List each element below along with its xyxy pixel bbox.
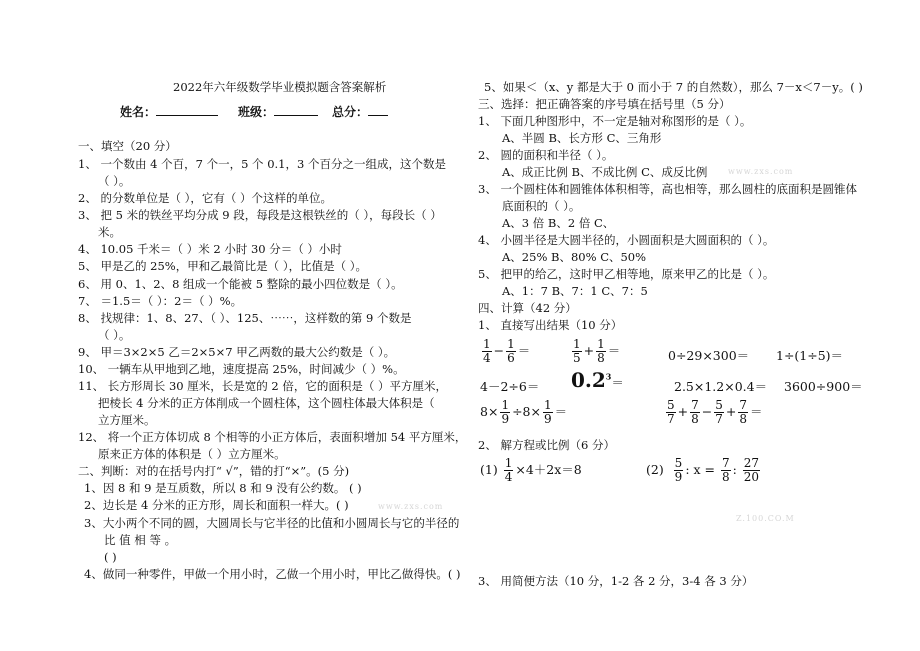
expr-decimal: 2.5×1.2×0.4＝ — [674, 379, 768, 394]
expr-power: $0.2^3=$ — [571, 368, 624, 392]
judge-2: 2、边长是 4 分米的正方形，周长和面积一样大。( ) — [84, 498, 349, 512]
question-10: 10、 一辆车从甲地到乙地，速度提高 25%，时间减少（ ）%。 — [78, 362, 405, 376]
section-judge-heading: 二、判断：对的在括号内打“ √”，错的打“×”。(5 分) — [78, 464, 350, 478]
question-12: 12、 将一个正方体切成 8 个相等的小正方体后，表面积增加 54 平方厘米， — [78, 430, 467, 444]
section-calc-heading: 四、计算（42 分） — [478, 301, 577, 315]
question-11-cont2: 立方厘米。 — [98, 413, 156, 427]
question-12-cont: 原来正方体的体积是（ ）立方厘米。 — [98, 447, 286, 461]
watermark: www.zxs.com — [728, 167, 794, 176]
question-9: 9、 甲＝3×2×5 乙＝2×5×7 甲乙两数的最大公约数是（ ）。 — [78, 345, 396, 359]
calc-3-heading: 3、 用简便方法（10 分，1-2 各 2 分，3-4 各 3 分） — [478, 574, 754, 588]
choice-1: 1、 下面几种图形中，不一定是轴对称图形的是（ ）。 — [478, 114, 752, 128]
expr-frac-mul: 8× $\frac{1}{9}$ ÷8× $\frac{1}{9}$ ＝ — [480, 398, 568, 426]
expr-frac-add: $\frac{1}{5}$ + $\frac{1}{8}$ ＝ — [573, 337, 621, 365]
section-fill-heading: 一、填空（20 分） — [78, 139, 177, 153]
question-6: 6、 用 0、1、2、8 组成一个能被 5 整除的最小四位数是（ ）。 — [78, 277, 403, 291]
question-11: 11、 长方形周长 30 厘米，长是宽的 2 倍，它的面积是（ ）平方厘米， — [78, 379, 448, 393]
expr-one: 1÷(1÷5)＝ — [776, 348, 844, 363]
judge-4: 4、做同一种零件，甲做一个用小时，乙做一个用小时，甲比乙做得快。( ) — [84, 567, 461, 581]
question-8: 8、 找规律：1、8、27、（ ）、125、⋯⋯，这样数的第 9 个数是 — [78, 311, 412, 325]
judge-5: 5、如果＜（x、y 都是大于 0 而小于 7 的自然数），那么 7－x＜7－y。( ) — [484, 80, 863, 94]
expr-frac-seq: $\frac{5}{7}$ + $\frac{7}{8}$ − $\frac{5}{7}$ + $\frac{7}{8}$ ＝ — [667, 398, 763, 426]
choice-5: 5、 把甲的给乙，这时甲乙相等地，原来甲乙的比是（ ）。 — [478, 267, 775, 281]
class-label: 班级： — [238, 104, 318, 119]
choice-2: 2、 圆的面积和半径（ ）。 — [478, 148, 614, 162]
section-choice-heading: 三、选择：把正确答案的序号填在括号里（5 分） — [478, 97, 731, 111]
judge-1: 1、因 8 和 9 是互质数，所以 8 和 9 没有公约数。 ( ) — [84, 481, 362, 495]
score-label: 总分： — [332, 104, 388, 119]
question-3: 3、 把 5 米的铁丝平均分成 9 段，每段是这根铁丝的（ ），每段长（ ） — [78, 208, 442, 222]
choice-2-options: A、成正比例 B、不成比例 C、成反比例 — [502, 165, 708, 179]
equation-1: (1) $\frac{1}{4}$ ×4＋2x＝8 — [480, 456, 582, 484]
class-field[interactable] — [274, 104, 318, 116]
watermark: Z.100.CO.M — [736, 514, 795, 523]
question-7: 7、 ＝1.5＝（ ）：2＝（ ）%。 — [78, 294, 243, 308]
proportion-2: (2) $\frac{5}{9}$ : x = $\frac{7}{8}$ : $\frac{27}{20}$ — [646, 456, 760, 484]
choice-4-options: A、25% B、80% C、50% — [502, 250, 647, 264]
question-1-cont: （ ）。 — [98, 174, 131, 188]
expr-frac-sub: $\frac{1}{4}$ − $\frac{1}{6}$ ＝ — [483, 337, 531, 365]
expr-chain: 4－2÷6＝ — [480, 379, 540, 394]
calc-1-heading: 1、 直接写出结果（10 分） — [478, 318, 623, 332]
question-8-cont: （ ）。 — [98, 328, 131, 342]
expr-divide: 3600÷900＝ — [784, 379, 863, 394]
choice-1-options: A、半圆 B、长方形 C、三角形 — [502, 131, 662, 145]
page-title: 2022年六年级数学毕业模拟题含答案解析 — [173, 80, 387, 94]
watermark: www.zxs.com — [378, 502, 444, 511]
judge-3: 3、大小两个不同的圆，大圆周长与它半径的比值和小圆周长与它的半径的 — [84, 516, 460, 530]
judge-3-bracket: ( ) — [104, 550, 117, 564]
name-label: 姓名： — [120, 104, 218, 119]
question-2: 2、 的分数单位是（ ），它有（ ）个这样的单位。 — [78, 191, 333, 205]
question-3-cont: 米。 — [98, 225, 121, 239]
choice-3: 3、 一个圆柱体和圆锥体体积相等，高也相等，那么圆柱的底面积是圆锥体 — [478, 182, 857, 196]
judge-3-cont: 比 值 相 等 。 — [104, 533, 177, 547]
calc-2-heading: 2、 解方程或比例（6 分） — [478, 438, 615, 452]
question-4: 4、 10.05 千米＝（ ）米 2 小时 30 分＝（ ）小时 — [78, 242, 342, 256]
name-field[interactable] — [156, 104, 218, 116]
question-5: 5、 甲是乙的 25%，甲和乙最简比是（ ），比值是（ ）。 — [78, 259, 367, 273]
score-field[interactable] — [368, 104, 388, 116]
choice-3-options: A、3 倍 B、2 倍 C、 — [502, 216, 615, 230]
question-1: 1、 一个数由 4 个百，7 个一，5 个 0.1，3 个百分之一组成，这个数是 — [78, 157, 446, 171]
choice-5-options: A、1：7 B、7：1 C、7：5 — [502, 284, 648, 298]
choice-4: 4、 小圆半径是大圆半径的，小圆面积是大圆面积的（ ）。 — [478, 233, 775, 247]
choice-3-cont: 底面积的（ ）。 — [502, 199, 581, 213]
expr-zero: 0÷29×300＝ — [668, 348, 750, 363]
question-11-cont: 把棱长 4 分米的正方体削成一个圆柱体，这个圆柱体最大体积是（ — [98, 396, 435, 410]
